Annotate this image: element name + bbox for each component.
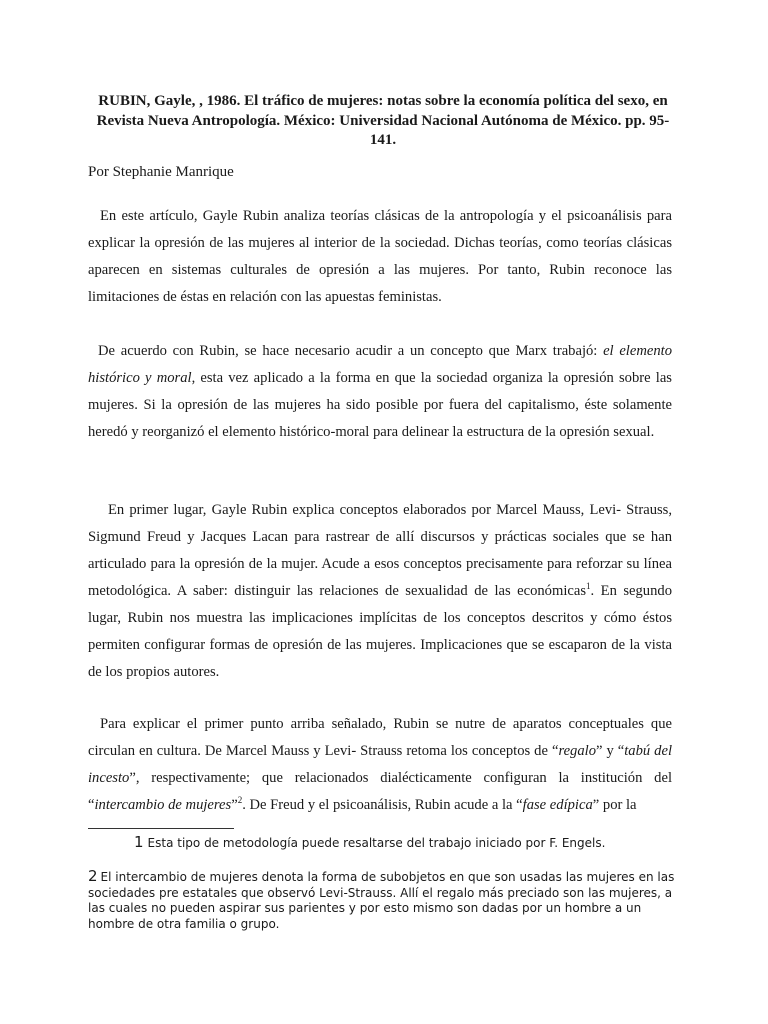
paragraph-2-text-a: De acuerdo con Rubin, se hace necesario acudir a un concepto que Marx trabajó: [98, 343, 604, 359]
paragraph-4-text-d: ” [231, 797, 238, 813]
paragraph-4-emphasis-tabu: tabú del incesto [88, 743, 672, 786]
author-byline: Por Stephanie Manrique [88, 164, 234, 180]
reference-title: RUBIN, Gayle, , 1986. El tráfico de mujeres: notas sobre la economía política del sexo, en Revista Nueva Antropología. México: Universidad Nacional Autónoma de México. pp. 95-141. [96, 93, 670, 148]
paragraph-4-text-f: ” por la [592, 797, 637, 813]
paragraph-2-emphasis: el elemento histórico y moral [88, 343, 673, 386]
paragraph-4-text-c: ”, respectivamente; que relacionados dialécticamente configuran la institución del “ [88, 770, 672, 813]
paragraph-4-emphasis-fase: fase edípica [522, 797, 593, 813]
paragraph-3-text-a: En primer lugar, Gayle Rubin explica conceptos elaborados por Marcel Mauss, Levi- Strauss, Sigmund Freud y Jacques Lacan para rastrear de allí discursos y prácticas sociales que se han articulado para la opresión de la mujer. Acude a esos conceptos precisamente para reforzar su línea metodológica. A saber: distinguir las relaciones de sexualidad de las económicas [88, 502, 672, 599]
paragraph-4-emphasis-regalo: regalo [558, 743, 596, 759]
footnote-2 [88, 869, 678, 932]
paragraph-2 [88, 338, 672, 446]
footnote-2-number: 2 [88, 867, 98, 885]
paragraph-2-text-b: , esta vez aplicado a la forma en que la sociedad organiza la opresión sobre las mujeres. Si la opresión de las mujeres ha sido posible por fuera del capitalismo, éste solamente heredó y reorganizó el elemento histórico-moral para delinear la estructura de la opresión sexual. [88, 370, 672, 440]
paragraph-4-text-b: ” y “ [596, 743, 625, 759]
paragraph-4 [88, 711, 672, 819]
paragraph-3 [88, 497, 672, 686]
paragraph-4-text-a: Para explicar el primer punto arriba señalado, Rubin se nutre de aparatos conceptuales que circulan en cultura. De Marcel Mauss y Levi- Strauss retoma los conceptos de “ [88, 716, 672, 759]
paragraph-4-text-e: . De Freud y el psicoanálisis, Rubin acude a la “ [242, 797, 523, 813]
footnote-separator [88, 828, 234, 829]
footnote-1-text: Esta tipo de metodología puede resaltarse del trabajo iniciado por F. Engels. [147, 836, 606, 850]
footnote-ref-2[interactable]: 2 [237, 795, 243, 806]
paragraph-1 [88, 203, 672, 311]
paragraph-4-emphasis-intercambio: intercambio de mujeres [94, 797, 232, 813]
paragraph-1-text: En este artículo, Gayle Rubin analiza teorías clásicas de la antropología y el psicoanálisis para explicar la opresión de las mujeres al interior de la sociedad. Dichas teorías, como teorías clásicas aparecen en sistemas culturales de opresión a las mujeres. Por tanto, Rubin reconoce las limitaciones de éstas en relación con las apuestas feministas. [88, 208, 672, 305]
footnote-ref-1[interactable]: 1 [586, 581, 591, 592]
footnote-1 [134, 833, 605, 852]
footnote-1-number: 1 [134, 833, 144, 851]
paragraph-3-text-b: . En segundo lugar, Rubin nos muestra las implicaciones implícitas de los conceptos descritos y cómo éstos permiten configurar formas de opresión de las mujeres. Implicaciones que se escaparon de la vista de los propios autores. [88, 583, 672, 680]
footnote-2-text: El intercambio de mujeres denota la forma de subobjetos en que son usadas las mujeres en las sociedades pre estatales que observó Levi-Strauss. Allí el regalo más preciado son las mujeres, a las cuales no pueden aspirar sus parientes y por esto mismo son dadas por un hombre a un hombre de otra familia o grupo. [88, 870, 675, 931]
